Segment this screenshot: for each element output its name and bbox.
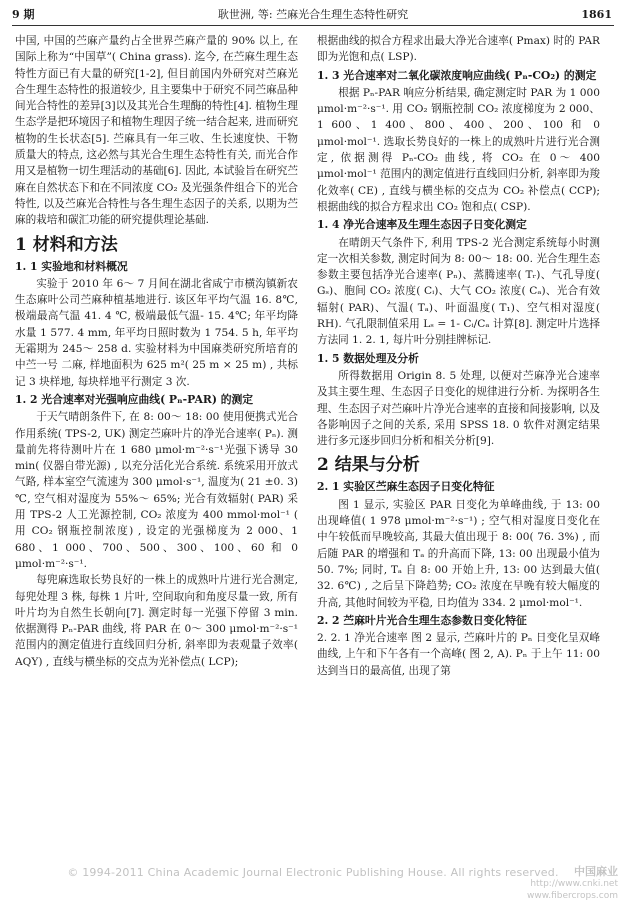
header-rule	[12, 25, 614, 26]
subsection-heading: 1. 2 光合速率对光强响应曲线( Pₙ-PAR) 的测定	[15, 392, 254, 406]
body-paragraph: 根据曲线的拟合方程求出最大净光合速率( Pmax) 时的 PAR 即为光饱和点( LSP).	[317, 35, 600, 64]
subsection-heading: 1. 4 净光合速率及生理生态因子日变化测定	[317, 218, 527, 232]
watermark-domain: www.fibercrops.com	[527, 891, 618, 901]
body-paragraph: 根据 Pₙ-PAR 响应分析结果, 确定测定时 PAR 为 1 000 μmol·m⁻²·s⁻¹. 用 CO₂ 钢瓶控制 CO₂ 浓度梯度为 2 000、1 600、1 400、800、400、200、100 和 0 μmol·mol⁻¹. 选取长势良好的一株上的成熟叶片进行光合测定, 依据测得 Pₙ-CO₂ 曲线, 将 CO₂ 在 0～ 400 μmol·mol⁻¹ 范围内的测定值进行直线回归分析, 斜率即为羧化效率( CE) , 直线与横坐标的交点为 CO₂ 补偿点( CCP); 根据曲线的拟合方程求出 CO₂ 饱和点( CSP).	[317, 86, 600, 213]
running-title: 耿世洲, 等: 苎麻光合生理生态特性研究	[217, 8, 409, 21]
body-paragraph: 实验于 2010 年 6～ 7 月间在湖北省咸宁市横沟镇新农生态麻叶公司苎麻种植基地进行. 该区年平均气温 16. 8℃, 极端最高气温 41. 4 ℃, 极端最低气温- 15. 4℃; 年平均降水量 1 577. 4 mm, 年平均日照时数为 1 754. 5 h, 年平均无霜期为 245～ 258 d. 实验材料为中国麻类研究所培育的 中苎一号 二麻, 样地面积为 625 m²( 25 m × 25 m) , 共标记 3 块样地, 每块样地平行测定 3 次.	[15, 277, 298, 388]
body-paragraph: 在晴朗天气条件下, 利用 TPS-2 光合测定系统每小时测定一次相关参数, 测定时间为 8: 00～ 18: 00. 光合生理生态参数主要包括净光合速率( Pₙ)、蒸腾速率( Tᵣ)、气孔导度( Gₛ)、胞间 CO₂ 浓度( Cᵢ)、大气 CO₂ 浓度( Cₐ)、光合有效辐射( PAR)、气温( Tₐ)、叶面温度( T₁)、空气相对湿度( RH). 气孔限制值采用 Lₛ = 1- Cᵢ/Cₐ 计算[8]. 测定叶片选择方法同 1. 2. 1, 每片叶分别挂牌标记.	[317, 236, 600, 347]
watermark-url: http://www.cnki.net	[530, 879, 618, 889]
section-heading: 1 材料和方法	[15, 234, 118, 255]
body-paragraph: 2. 2. 1 净光合速率 图 2 显示, 苎麻叶片的 Pₙ 日变化呈双峰曲线, 上午和下午各有一个高峰( 图 2, A). Pₙ 于上午 11: 00 达到当日的最高值, 出现了第	[317, 632, 600, 677]
subsection-heading: 1. 3 光合速率对二氧化碳浓度响应曲线( Pₙ-CO₂) 的测定	[317, 68, 597, 82]
subsection-heading: 1. 5 数据处理及分析	[317, 351, 419, 365]
subsection-heading: 2. 2 苎麻叶片光合生理生态参数日变化特征	[317, 613, 527, 627]
issue-number: 9 期	[12, 8, 35, 21]
left-column	[15, 33, 298, 855]
watermark-logo: 中国麻业	[574, 865, 618, 878]
subsection-heading: 1. 1 实验地和材料概况	[15, 259, 128, 273]
copyright-footer: © 1994-2011 China Academic Journal Electronic Publishing House. All rights reserved.	[67, 866, 559, 879]
subsection-heading: 2. 1 实验区苎麻生态因子日变化特征	[317, 480, 495, 494]
page-number: 1861	[581, 8, 612, 21]
body-paragraph: 中国, 中国的苎麻产量约占全世界苎麻产量的 90% 以上, 在国际上称为“中国草”( China grass). 迄今, 在苎麻生理生态特性方面已有大量的研究[1-2], 但目前国内外研究对苎麻光合生理生态特性的报道较少, 且主要集中于研究不同苎麻品种间光合特性的差异[3]以及其光合生理酶的特性[4]. 植物生理生态学是把环境因子和植物生理因子统一结合起来, 进而研究植物的生长状态[5]. 苎麻具有一年三收、生长速度快、干物质量大的特点, 这必然与其光合生理生态特性有关, 而光合作用又是植物一切生理活动的基础[6]. 因此, 本试验旨在研究苎麻在自然状态下和在不同浓度 CO₂ 及光强条件组合下的光合特性, 以及苎麻光合特性与各生理生态因子的关系, 以期为苎麻的栽培和碳汇功能的研究提供理论基础.	[15, 35, 298, 227]
body-paragraph: 图 1 显示, 实验区 PAR 日变化为单峰曲线, 于 13: 00 出现峰值( 1 978 μmol·m⁻²·s⁻¹) ; 空气相对湿度日变化在中午较低而早晚较高, 其最大值出现于 8: 00( 76. 3%) , 而后随 PAR 的增强和 Tₐ 的升高而下降, 13: 00 出现最小值为 50. 7%; 同时, Tₐ 自 8: 00 开始上升, 13: 00 达到最大值( 32. 6℃) , 之后呈下降趋势; CO₂ 浓度在早晚有较大幅度的升高, 其他时间较为平稳, 日均值为 334. 2 μmol·mol⁻¹.	[317, 498, 600, 609]
right-column	[317, 33, 600, 855]
body-paragraph: 每兜麻选取长势良好的一株上的成熟叶片进行光合测定, 每兜处理 3 株, 每株 1 片叶, 空间取向和角度尽量一致, 所有叶片均为自然生长朝向[7]. 测定时每一光强下停留 3 min. 依据测得 Pₙ-PAR 曲线, 将 PAR 在 0～ 300 μmol·m⁻²·s⁻¹范围内的测定值进行直线回归分析, 斜率即为表观量子效率( AQY) , 直线与横坐标的交点为光补偿点( LCP);	[15, 574, 298, 668]
body-paragraph: 于天气晴朗条件下, 在 8: 00～ 18: 00 使用便携式光合作用系统( TPS-2, UK) 测定苎麻叶片的净光合速率( Pₙ). 测量前先将待测叶片在 1 680 μmol·m⁻²·s⁻¹光强下诱导 30 min( 仪器自带光源) , 以充分活化光合系统. 系统采用开放式气路, 样本室空气流速为 300 μmol·s⁻¹, 温度为( 21 ±0. 3) ℃, 空气相对湿度为 55%～ 65%; 光合有效辐射( PAR) 采用 TPS-2 人工光源控制, CO₂ 浓度为 400 mmol·mol⁻¹ ( 用 CO₂ 钢瓶控制浓度) , 设定的光强梯度为 2 000、1 680、1 000、700、500、300、100、60 和 0 μmol·m⁻²·s⁻¹.	[15, 411, 298, 570]
section-heading: 2 结果与分析	[317, 455, 420, 476]
site-watermark	[526, 865, 618, 901]
body-paragraph: 所得数据用 Origin 8. 5 处理, 以便对苎麻净光合速率及其主要生理、生态因子日变化的规律进行分析. 为探明各生理、生态因子对苎麻叶片净光合速率的直接和间接影响, 以及各影响因子之间的关系, 采用 SPSS 18. 0 软件对测定结果进行多元逐步回归分析和相关分析[9].	[317, 369, 600, 448]
